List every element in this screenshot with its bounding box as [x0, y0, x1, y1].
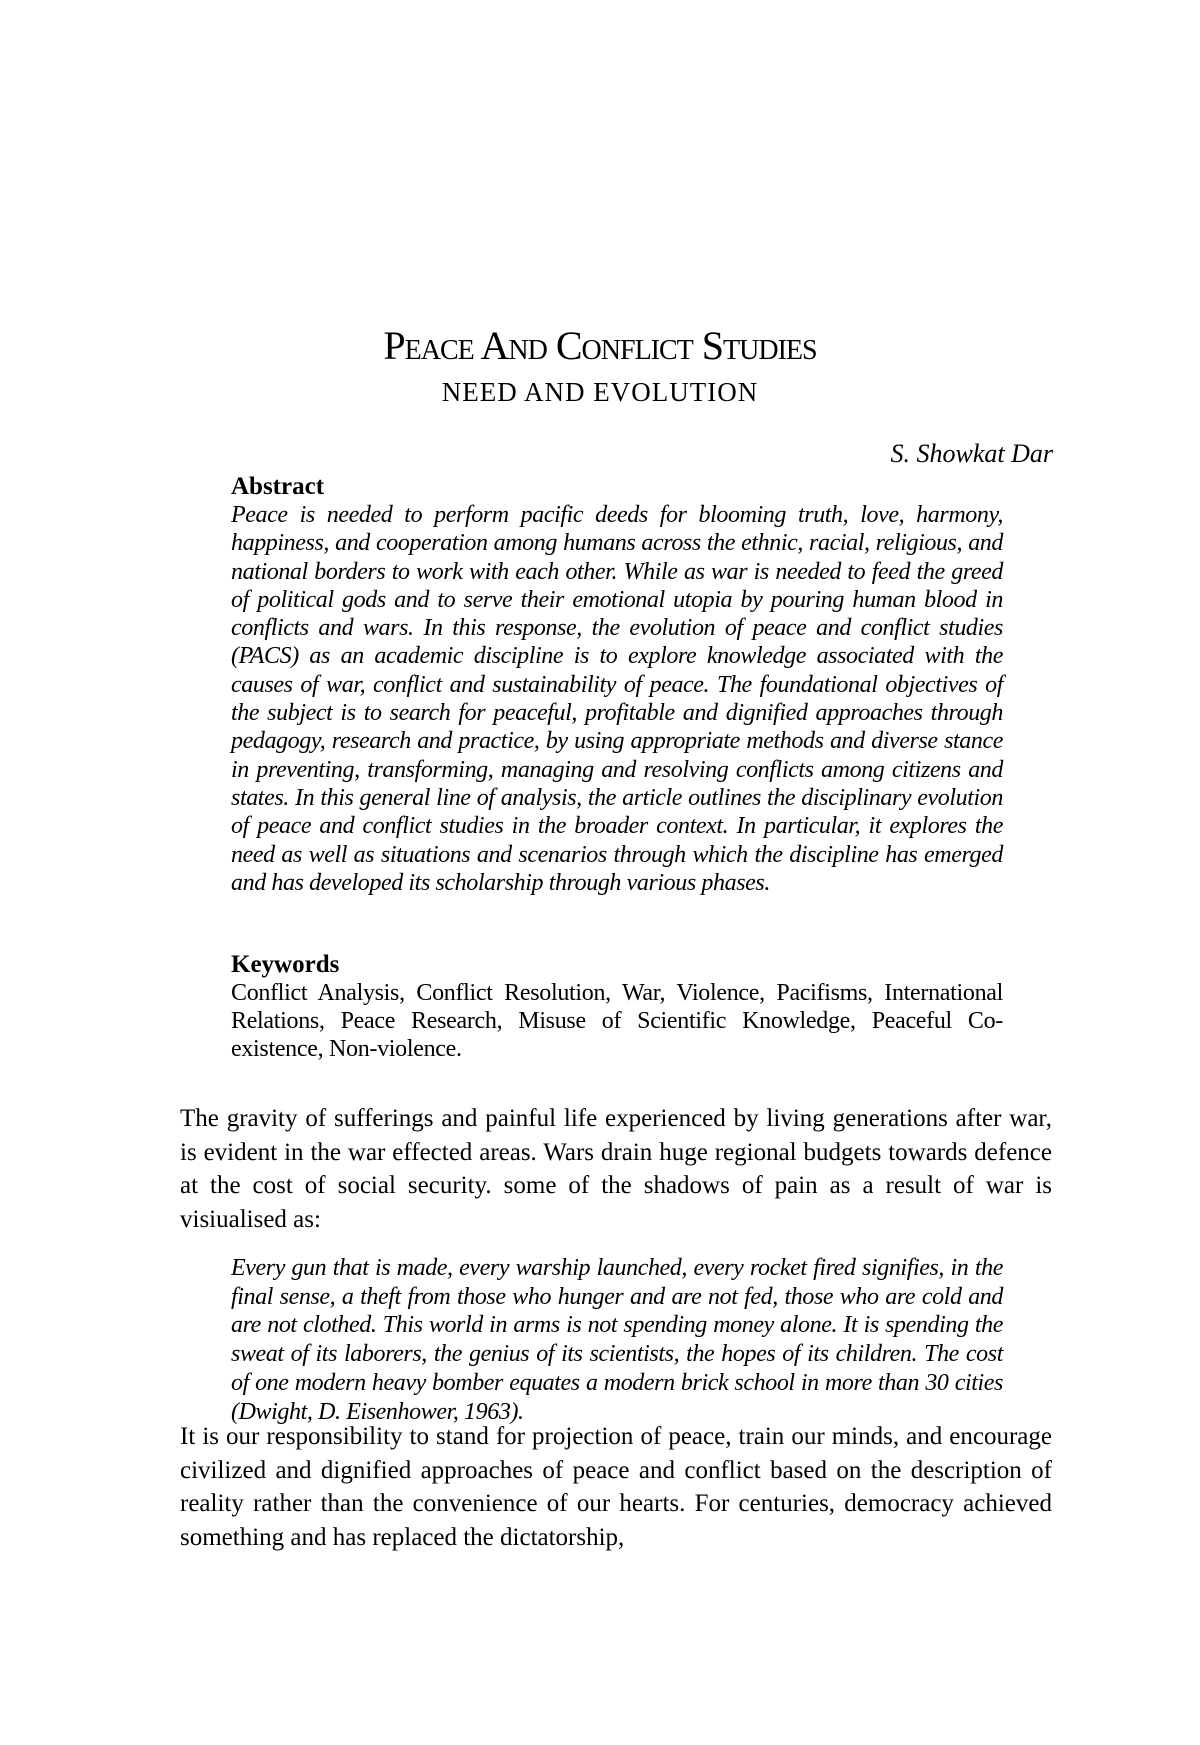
paper-subtitle: NEED AND EVOLUTION [441, 377, 759, 407]
block-quote: Every gun that is made, every warship launched, every rocket fired signifies, in the final sense, a theft from those who hunger and are not fed, those who are cold and are not clothed. This world in arms is not spending money alone. It is spending the sweat of its laborers, the genius of its scientists, the hopes of its children. The cost of one modern heavy bomber equates a modern brick school in more than 30 cities (Dwight, D. Eisenhower, 1963). [231, 1255, 1003, 1425]
abstract-heading: Abstract [231, 473, 325, 500]
paper-title: Peace And Conflict Studies [383, 323, 817, 368]
body-paragraph-2: It is our responsibility to stand for projection of peace, train our minds, and encourage civilized and dignified approaches of peace and conflict based on the description of reality rather than the convenience of our hearts. For centuries, democracy achieved something and has replaced the dictatorship, [180, 1423, 1052, 1551]
abstract-text: Peace is needed to perform pacific deeds for blooming truth, love, harmony, happiness, and cooperation among humans across the ethnic, racial, religious, and national borders to work with each other. While as war is needed to feed the greed of political gods and to serve their emotional utopia by pouring human blood in conflicts and wars. In this response, the evolution of peace and conflict studies (PACS) as an academic discipline is to explore knowledge associated with the causes of war, conflict and sustainability of peace. The foundational objectives of the subject is to search for peaceful, profitable and dignified approaches through pedagogy, research and practice, by using appropriate methods and diverse stance in preventing, transforming, managing and resolving conflicts among citizens and states. In this general line of analysis, the article outlines the disciplinary evolution of peace and conflict studies in the broader context. In particular, it explores the need as well as situations and scenarios through which the discipline has emerged and has developed its scholarship through various phases. [231, 502, 1003, 896]
keywords-heading: Keywords [231, 951, 340, 978]
body-paragraph-1: The gravity of sufferings and painful life experienced by living generations after war, is evident in the war effected areas. Wars drain huge regional budgets towards defence at the cost of social security. some of the shadows of pain as a result of war is visiualised as: [180, 1105, 1052, 1233]
keywords-text: Conflict Analysis, Conflict Resolution, War, Violence, Pacifisms, International Relations, Peace Research, Misuse of Scientific Knowledge, Peaceful Co-existence, Non-violence. [231, 980, 1003, 1062]
author-name: S. Showkat Dar [890, 439, 1053, 468]
